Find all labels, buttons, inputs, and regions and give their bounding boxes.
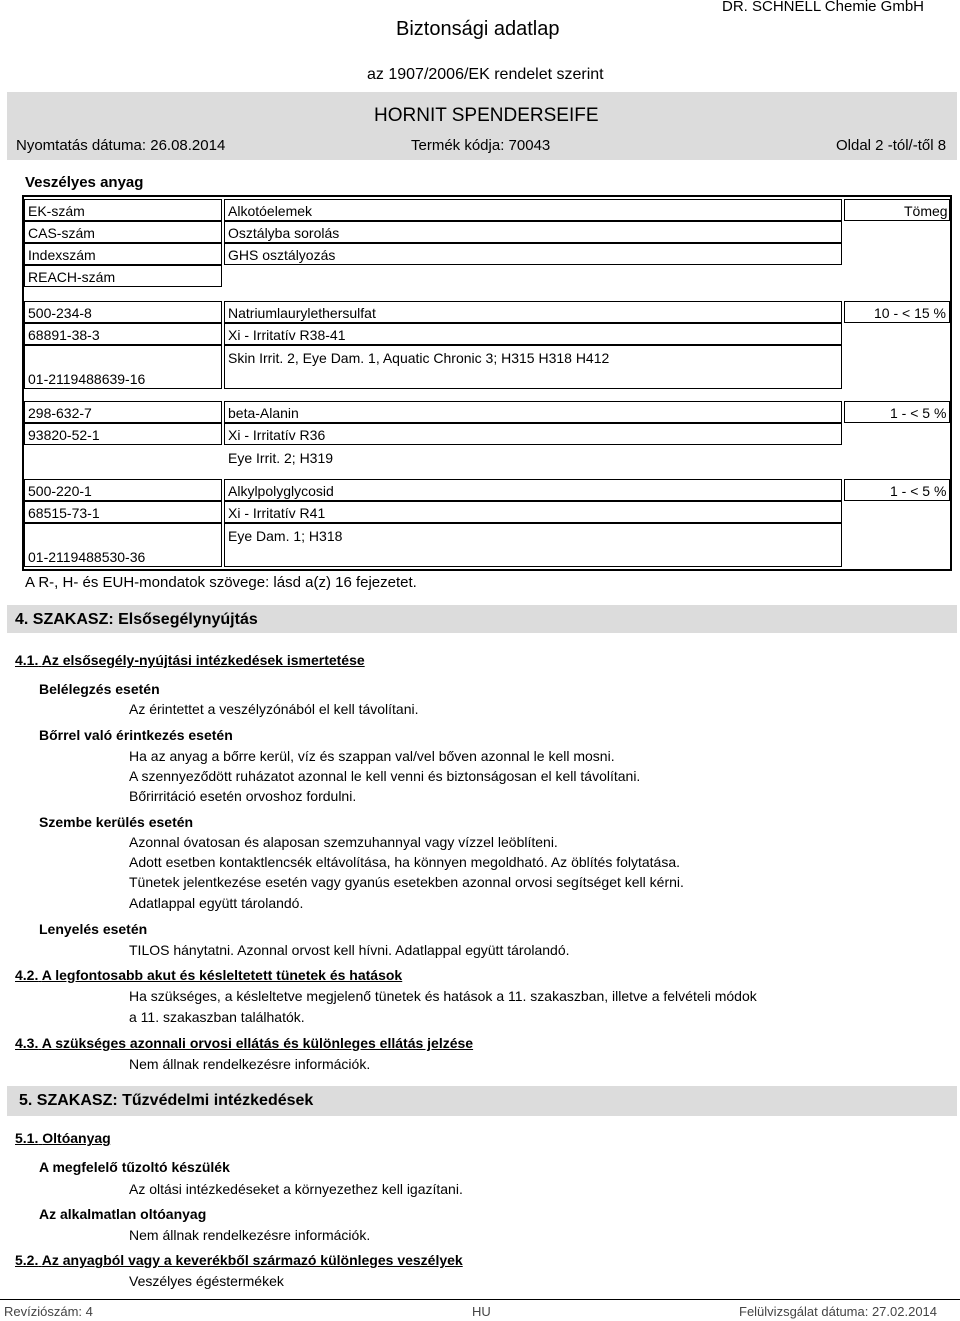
- revision-number: Revíziószám: 4: [4, 1304, 93, 1319]
- eye-contact-text-3: Tünetek jelentkezése esetén vagy gyanús esetekben azonnal orvosi segítséget kell kérni.: [129, 874, 684, 890]
- head-cas: CAS-szám: [28, 225, 95, 241]
- section-5-1-title: Oltóanyag: [42, 1130, 111, 1146]
- row2-comp-box: [224, 401, 842, 423]
- row2-cas: 93820-52-1: [28, 427, 100, 443]
- inhalation-heading: Belélegzés esetén: [39, 681, 160, 697]
- suitable-media-text-1: Az oltási intézkedéseket a környezethez kell igazítani.: [129, 1181, 463, 1197]
- section-5-1-num: 5.1.: [15, 1130, 39, 1146]
- hazardous-table: [22, 195, 952, 571]
- row3-ek: 500-220-1: [28, 483, 92, 499]
- section-5-2-num: 5.2.: [15, 1252, 39, 1268]
- row2-mass: 1 - < 5 %: [890, 405, 947, 421]
- hazardous-title: Veszélyes anyag: [25, 174, 144, 191]
- section-5-1-heading: [15, 1130, 111, 1146]
- section-4-2-text-1: Ha szükséges, a késleltetve megjelenő tünetek és hatások a 11. szakaszban, illetve a felvételi módok: [129, 988, 757, 1004]
- row1-cas: 68891-38-3: [28, 327, 100, 343]
- section-4-2-text-2: a 11. szakaszban találhatók.: [129, 1009, 305, 1025]
- review-date: Felülvizsgálat dátuma: 27.02.2014: [739, 1304, 938, 1319]
- inhalation-text-1: Az érintettet a veszélyzónából el kell távolítani.: [129, 701, 419, 717]
- head-index: Indexszám: [28, 247, 96, 263]
- section4-heading: [7, 605, 957, 633]
- row2-class: Xi - Irritatív R36: [228, 427, 326, 443]
- row2-ghs: Eye Irrit. 2; H319: [228, 450, 334, 466]
- regulation-text: az 1907/2006/EK rendelet szerint: [367, 66, 604, 83]
- section-5-2-heading: [15, 1252, 463, 1268]
- row1-ek: 500-234-8: [28, 305, 92, 321]
- product-name: HORNIT SPENDERSEIFE: [374, 105, 599, 126]
- row3-name: Alkylpolyglycosid: [228, 483, 334, 499]
- head-mass: Tömeg: [904, 203, 948, 219]
- skin-contact-heading: Bőrrel való érintkezés esetén: [39, 727, 233, 743]
- document-title: Biztonsági adatlap: [396, 18, 560, 40]
- head-class: Osztályba sorolás: [228, 225, 340, 241]
- section-4-2-heading: [15, 967, 402, 983]
- eye-contact-heading: Szembe kerülés esetén: [39, 814, 194, 830]
- row3-cas: 68515-73-1: [28, 505, 100, 521]
- row1-ghs: Skin Irrit. 2, Eye Dam. 1, Aquatic Chronic 3; H315 H318 H412: [228, 350, 610, 366]
- row1-mass: 10 - < 15 %: [874, 305, 946, 321]
- section-4-3-title: A szükséges azonnali orvosi ellátás és különleges ellátás jelzése: [41, 1035, 474, 1051]
- suitable-media-heading: A megfelelő tűzoltó készülék: [39, 1159, 230, 1175]
- row2-name: beta-Alanin: [228, 405, 299, 421]
- eye-contact-text-2: Adott esetben kontaktlencsék eltávolítása, ha könnyen megoldható. Az öblítés folytatása.: [129, 854, 681, 870]
- section-4-1-title: Az elsősegély-nyújtási intézkedések ismertetése: [41, 652, 365, 668]
- ingestion-heading: Lenyelés esetén: [39, 921, 148, 937]
- skin-contact-text-3: Bőrirritáció esetén orvoshoz fordulni.: [129, 788, 357, 804]
- section-4-3-text-1: Nem állnak rendelkezésre információk.: [129, 1056, 371, 1072]
- skin-contact-text-2: A szennyeződött ruházatot azonnal le kell venni és biztonságosan el kell távolítani.: [129, 768, 641, 784]
- language-code: HU: [472, 1304, 491, 1319]
- row1-reach: 01-2119488639-16: [28, 371, 146, 387]
- row1-class: Xi - Irritatív R38-41: [228, 327, 346, 343]
- head-ek: EK-szám: [28, 203, 85, 219]
- row3-reach: 01-2119488530-36: [28, 549, 146, 565]
- head-ghs: GHS osztályozás: [228, 247, 336, 263]
- print-date: Nyomtatás dátuma: 26.08.2014: [16, 137, 226, 154]
- product-code: Termék kódja: 70043: [411, 137, 551, 154]
- head-component: Alkotóelemek: [228, 203, 313, 219]
- section5-heading: [7, 1086, 957, 1116]
- row3-class: Xi - Irritatív R41: [228, 505, 326, 521]
- eye-contact-text-1: Azonnal óvatosan és alaposan szemzuhannyal vagy vízzel leöblíteni.: [129, 834, 558, 850]
- unsuitable-media-text-1: Nem állnak rendelkezésre információk.: [129, 1227, 371, 1243]
- section4-title: 4. SZAKASZ: Elsősegélynyújtás: [15, 611, 258, 628]
- row2-ek: 298-632-7: [28, 405, 92, 421]
- section-4-1-heading: [15, 652, 365, 668]
- head-comp-box: [224, 199, 842, 221]
- section-4-1-num: 4.1.: [15, 652, 39, 668]
- section5-title: 5. SZAKASZ: Tűzvédelmi intézkedések: [19, 1092, 314, 1109]
- section-4-2-num: 4.2.: [15, 967, 39, 983]
- row3-ghs: Eye Dam. 1; H318: [228, 528, 343, 544]
- row1-name: Natriumlaurylethersulfat: [228, 305, 376, 321]
- section-5-2-text-1: Veszélyes égéstermékek: [129, 1273, 284, 1289]
- row3-mass: 1 - < 5 %: [890, 483, 947, 499]
- section-4-3-heading: [15, 1035, 473, 1051]
- page-number: Oldal 2 -tól/-től 8: [836, 137, 947, 154]
- section-4-2-title: A legfontosabb akut és késleltetett tünetek és hatások: [41, 967, 403, 983]
- skin-contact-text-1: Ha az anyag a bőrre kerül, víz és szappan val/vel bőven azonnal le kell mosni.: [129, 748, 615, 764]
- unsuitable-media-heading: Az alkalmatlan oltóanyag: [39, 1206, 207, 1222]
- eye-contact-text-4: Adatlappal együtt tárolandó.: [129, 895, 304, 911]
- footer-divider: [0, 1299, 960, 1300]
- section-4-3-num: 4.3.: [15, 1035, 39, 1051]
- section-5-2-title: Az anyagból vagy a keverékből származó különleges veszélyek: [41, 1252, 463, 1268]
- company-name: DR. SCHNELL Chemie GmbH: [722, 0, 924, 15]
- ingestion-text-1: TILOS hánytatni. Azonnal orvost kell hívni. Adatlappal együtt tárolandó.: [129, 942, 570, 958]
- head-reach: REACH-szám: [28, 269, 116, 285]
- phrases-note: A R-, H- és EUH-mondatok szövege: lásd a(z) 16 fejezetet.: [25, 574, 417, 591]
